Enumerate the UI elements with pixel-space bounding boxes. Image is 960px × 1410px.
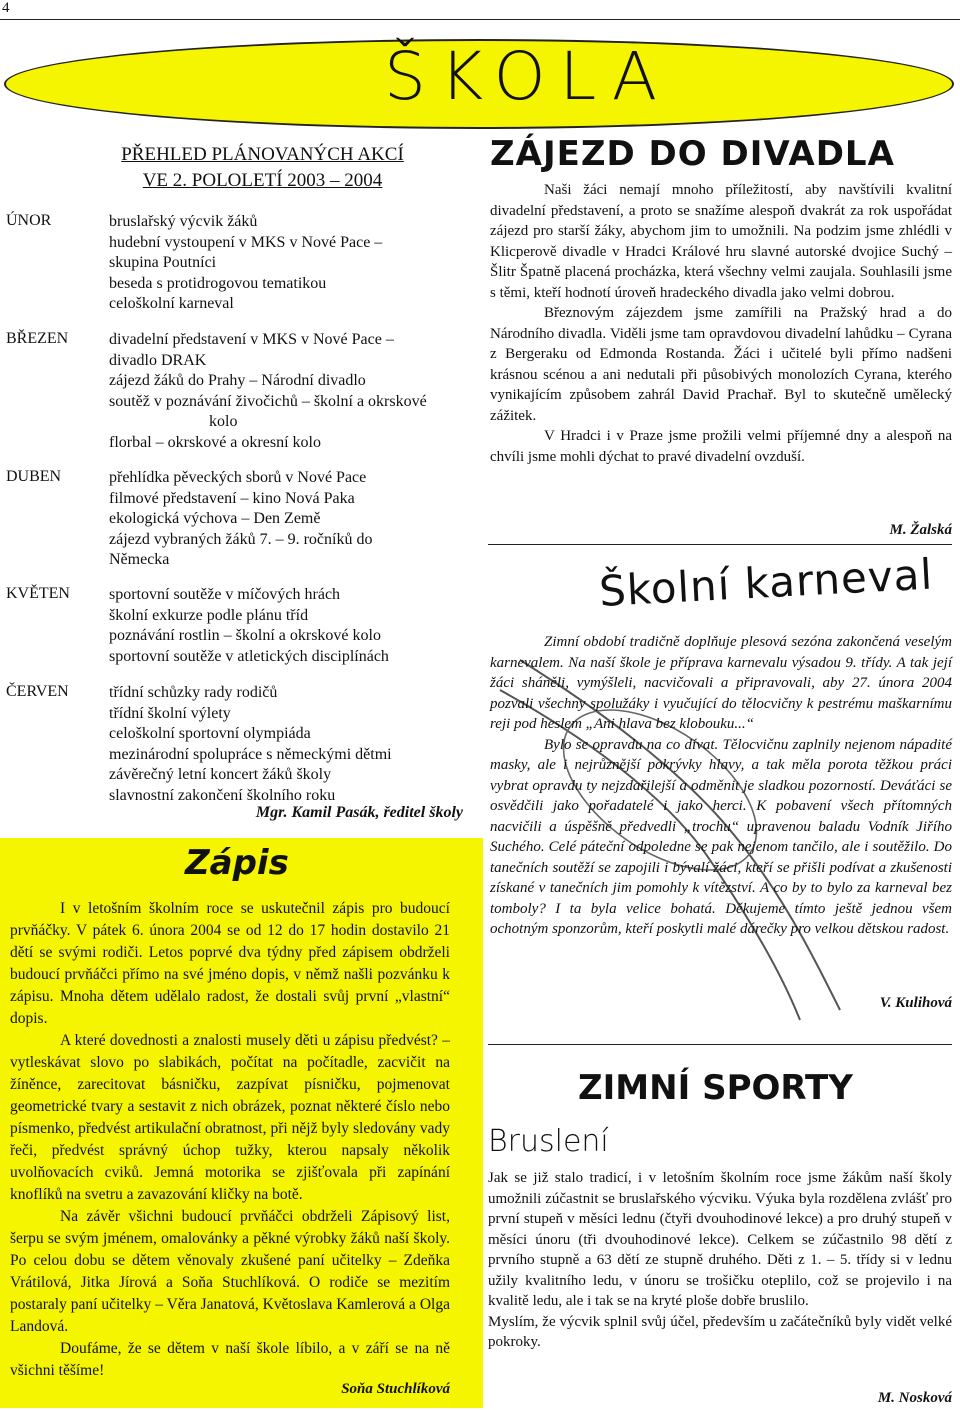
section-divider <box>488 1044 952 1045</box>
plan-title: PŘEHLED PLÁNOVANÝCH AKCÍ <box>121 144 404 165</box>
karneval-paragraph: Zimní období tradičně doplňuje plesová sezóna zakončená veselým karnevalem. Na naší škole je příprava karnevalu výsadou 9. třídy. A tak její žáci sháněli, vymýšleli, nacvičovali a připravovali, aby 27. února 2004 pozvali všechny spolužáky i vyučující do tělocvičny k pestrému maškarnímu reji pod heslem „Ani hlava bez klobouku...“ <box>490 634 952 732</box>
plan-item: Německa <box>109 551 170 568</box>
month-items-duben <box>109 468 372 571</box>
header-title <box>0 38 960 115</box>
divadlo-paragraph: Naši žáci nemají mnoho příležitostí, aby navštívili kvalitní divadelní představení, a proto se snažíme alespoň dvakrát za rok uspořádat zájezd pro starší žáky, abychom jim to umožnili. Na podzim jsme zhlédli v Klicperově divadle v Hradci Králové hru slavné autorské dvojice Suchý – Šlitr Špatně placená procházka, která všechny velmi zaujala. Souhlasili jsme s těmi, kteří hodnotí úroveň hradeckého divadla jako velmi dobrou. <box>490 182 952 301</box>
plan-item: závěrečný letní koncert žáků školy <box>109 766 332 783</box>
page-number: 4 <box>2 0 10 16</box>
brusleni-paragraph: Myslím, že výcvik splnil svůj účel, především u začátečníků byly vidět velké pokroky. <box>488 1313 952 1350</box>
plan-item: sportovní soutěže v atletických disciplínách <box>109 647 389 665</box>
plan-item: kolo <box>209 413 238 430</box>
zapis-paragraph: I v letošním školním roce se uskutečnil zápis pro budoucí prvňáčky. V pátek 6. února 2004 se od 12 do 17 hodin dostavilo 21 dětí se svými rodiči. Letos poprvé dva týdny před zápisem obdrželi budoucí prvňáčci přímo na své jméno dopis, v němž našli pozvánku k zápisu. Mnoha dětem udělalo radost, že dostali svůj první „vlastní“ dopis. <box>10 900 450 1027</box>
brusleni-signature: M. Nosková <box>877 1390 952 1406</box>
month-duben: DUBEN <box>6 468 62 485</box>
zapis-article <box>10 898 450 1382</box>
divadlo-article <box>490 180 952 467</box>
top-divider <box>0 19 960 20</box>
zapis-title: Zápis <box>185 843 289 883</box>
zapis-paragraph: A které dovednosti a znalosti musely děti u zápisu předvést? – vytleskávat slovo po slabikách, počítat na počítadle, zacvičit na žíněnce, zarecitovat básničku, zazpívat písničku, pojmenovat geometrické tvary a sestavit z nich obrázek, poznat některé číslo nebo písmenko, předvést artikulační obratnost, při nějž byly sledovány vady řeči, předvést správný úchop tužky, kterou napsaly několik uvolňovacích cviků. Jemná motorika se zjišťovala při zapínání knoflíků na svetru a zavazování kličky na botě. <box>10 1032 450 1203</box>
divadlo-title: ZÁJEZD DO DIVADLA <box>490 134 895 174</box>
zapis-paragraph: Na závěr všichni budoucí prvňáčci obdrželi Zápisový list, šerpu se svým jménem, omalovánky a pěkné výrobky žáků naší školy. Po celou dobu se dětem věnovaly zkušené paní učitelky – Zdeňka Vrátilová, Jitka Jírová a Soňa Stuchlíková. O rodiče se mezitím postaraly paní učitelky – Věra Janatová, Květoslava Kamlerová a Olga Landová. <box>10 1208 450 1335</box>
month-items-unor <box>109 212 382 315</box>
karneval-title: Školní karneval <box>598 549 935 616</box>
zapis-signature: Soňa Stuchlíková <box>341 1381 450 1397</box>
karneval-signature: V. Kulihová <box>879 995 952 1011</box>
plan-signature: Mgr. Kamil Pasák, ředitel školy <box>255 804 463 821</box>
plan-item: školní exkurze podle plánu tříd <box>109 606 309 624</box>
month-items-cerven <box>109 683 392 806</box>
month-items-brezen <box>109 330 427 453</box>
plan-item: divadelní představení v MKS v Nové Pace – <box>109 331 394 348</box>
plan-item: poznávání rostlin – školní a okrskové kolo <box>109 627 381 644</box>
plan-item: mezinárodní spolupráce s německými dětmi <box>109 745 392 763</box>
plan-item: bruslařský výcvik žáků <box>109 213 258 230</box>
plan-item: hudební vystoupení v MKS v Nové Pace – <box>109 233 383 251</box>
plan-item: soutěž v poznávání živočichů – školní a okrskové <box>109 392 427 410</box>
plan-item: divadlo DRAK <box>109 351 207 369</box>
divadlo-signature: M. Žalská <box>889 522 952 538</box>
plan-item: skupina Poutníci <box>109 254 217 271</box>
plan-item: třídní schůzky rady rodičů <box>109 684 278 701</box>
divadlo-paragraph: Březnovým zájezdem jsme zamířili na Pražský hrad a do Národního divadla. Viděli jsme tam opravdovou divadelní lahůdku – Cyrana z Bergeraku od Edmonda Rostanda. Žáci i učitelé byli přímo nadšeni krásnou scénou a ani nedutali při působivých monolozích Cyrana, kterého vynikajícím způsobem zahrál David Prachař. Byl to skutečně umělecký zážitek. <box>490 305 952 424</box>
plan-item: přehlídka pěveckých sborů v Nové Pace <box>109 469 367 486</box>
header-title-text: ŠKOLA <box>384 38 671 115</box>
plan-item: zájezd vybraných žáků 7. – 9. ročníků do <box>109 530 373 548</box>
plan-item: zájezd žáků do Prahy – Národní divadlo <box>109 372 366 389</box>
month-kveten: KVĚTEN <box>6 585 70 602</box>
section-divider <box>488 544 952 545</box>
plan-heading <box>40 142 485 194</box>
brusleni-paragraph: Jak se již stalo tradicí, i v letošním školním roce jsme žákům naší školy umožnili zúčastnit se bruslařského výcviku. Výuka byla rozdělena zvlášť pro první stupeň v měsíci lednu (čtyři dvouhodinové lekce) a pro druhý stupeň v měsíci únoru (tři dvouhodinové lekce). Celkem se zúčastnilo 98 dětí z prvního stupně a 63 dětí ze stupně druhého. Děti z 1. – 5. třídy si v lednu užily kvalitního ledu, v únoru se trošičku oteplilo, což se projevilo i na kvalitě ledu, ale i tak se na kryté ploše dobře bruslilo. <box>488 1170 952 1309</box>
month-cerven: ČERVEN <box>6 683 69 700</box>
brusleni-title: Bruslení <box>488 1124 609 1159</box>
plan-item: celoškolní sportovní olympiáda <box>109 725 311 742</box>
month-brezen: BŘEZEN <box>6 330 69 347</box>
plan-item: třídní školní výlety <box>109 704 231 722</box>
month-items-kveten <box>109 585 389 667</box>
month-unor: ÚNOR <box>6 212 52 229</box>
plan-subtitle: VE 2. POLOLETÍ 2003 – 2004 <box>142 170 383 191</box>
plan-item: beseda s protidrogovou tematikou <box>109 274 327 292</box>
plan-item: celoškolní karneval <box>109 295 234 312</box>
sporty-title: ZIMNÍ SPORTY <box>578 1068 853 1108</box>
plan-item: florbal – okrskové a okresní kolo <box>109 433 321 451</box>
divadlo-paragraph: V Hradci i v Praze jsme prožili velmi příjemné dny a alespoň na chvíli jsme mohli dýchat to pravé divadelní ovzduší. <box>490 428 952 465</box>
karneval-article <box>490 632 952 940</box>
zapis-paragraph: Doufáme, že se dětem v naší škole líbilo, a v září se na ně všichni těšíme! <box>10 1340 450 1379</box>
plan-item: sportovní soutěže v míčových hrách <box>109 586 341 603</box>
plan-item: filmové představení – kino Nová Paka <box>109 489 355 507</box>
brusleni-article <box>488 1168 952 1353</box>
plan-item: slavnostní zakončení školního roku <box>109 786 336 804</box>
karneval-paragraph: Bylo se opravdu na co dívat. Tělocvičnu zaplnily nejenom nápadité masky, ale i nejrůznější pokrývky hlavy, a tak měla porota těžkou práci vybrat opravdu ty nejzdařilejší a odměnit je sladkou pozorností. Deváťáci se osvědčili jako pořadatelé i jako herci. K pobavení všech přítomných nacvičili a úspěšně předvedli „trochu“ upravenou baladu Vodník Jiřího Suchého. Celé páteční odpoledne se pak nejenom tančilo, ale i soutěžilo. Do tanečních soutěží se zapojili i bývalí žáci, kteří se přišli podívat a zkušenosti získané v tanečních jim pomohly k vítězství. A co by to bylo za karneval bez tomboly? I ta byla velice bohatá. Děkujeme tímto ještě jednou všem ochotným sponzorům, kteří poskytli malé dárečky pro velkou dětskou radost. <box>490 736 952 937</box>
plan-item: ekologická výchova – Den Země <box>109 510 321 527</box>
